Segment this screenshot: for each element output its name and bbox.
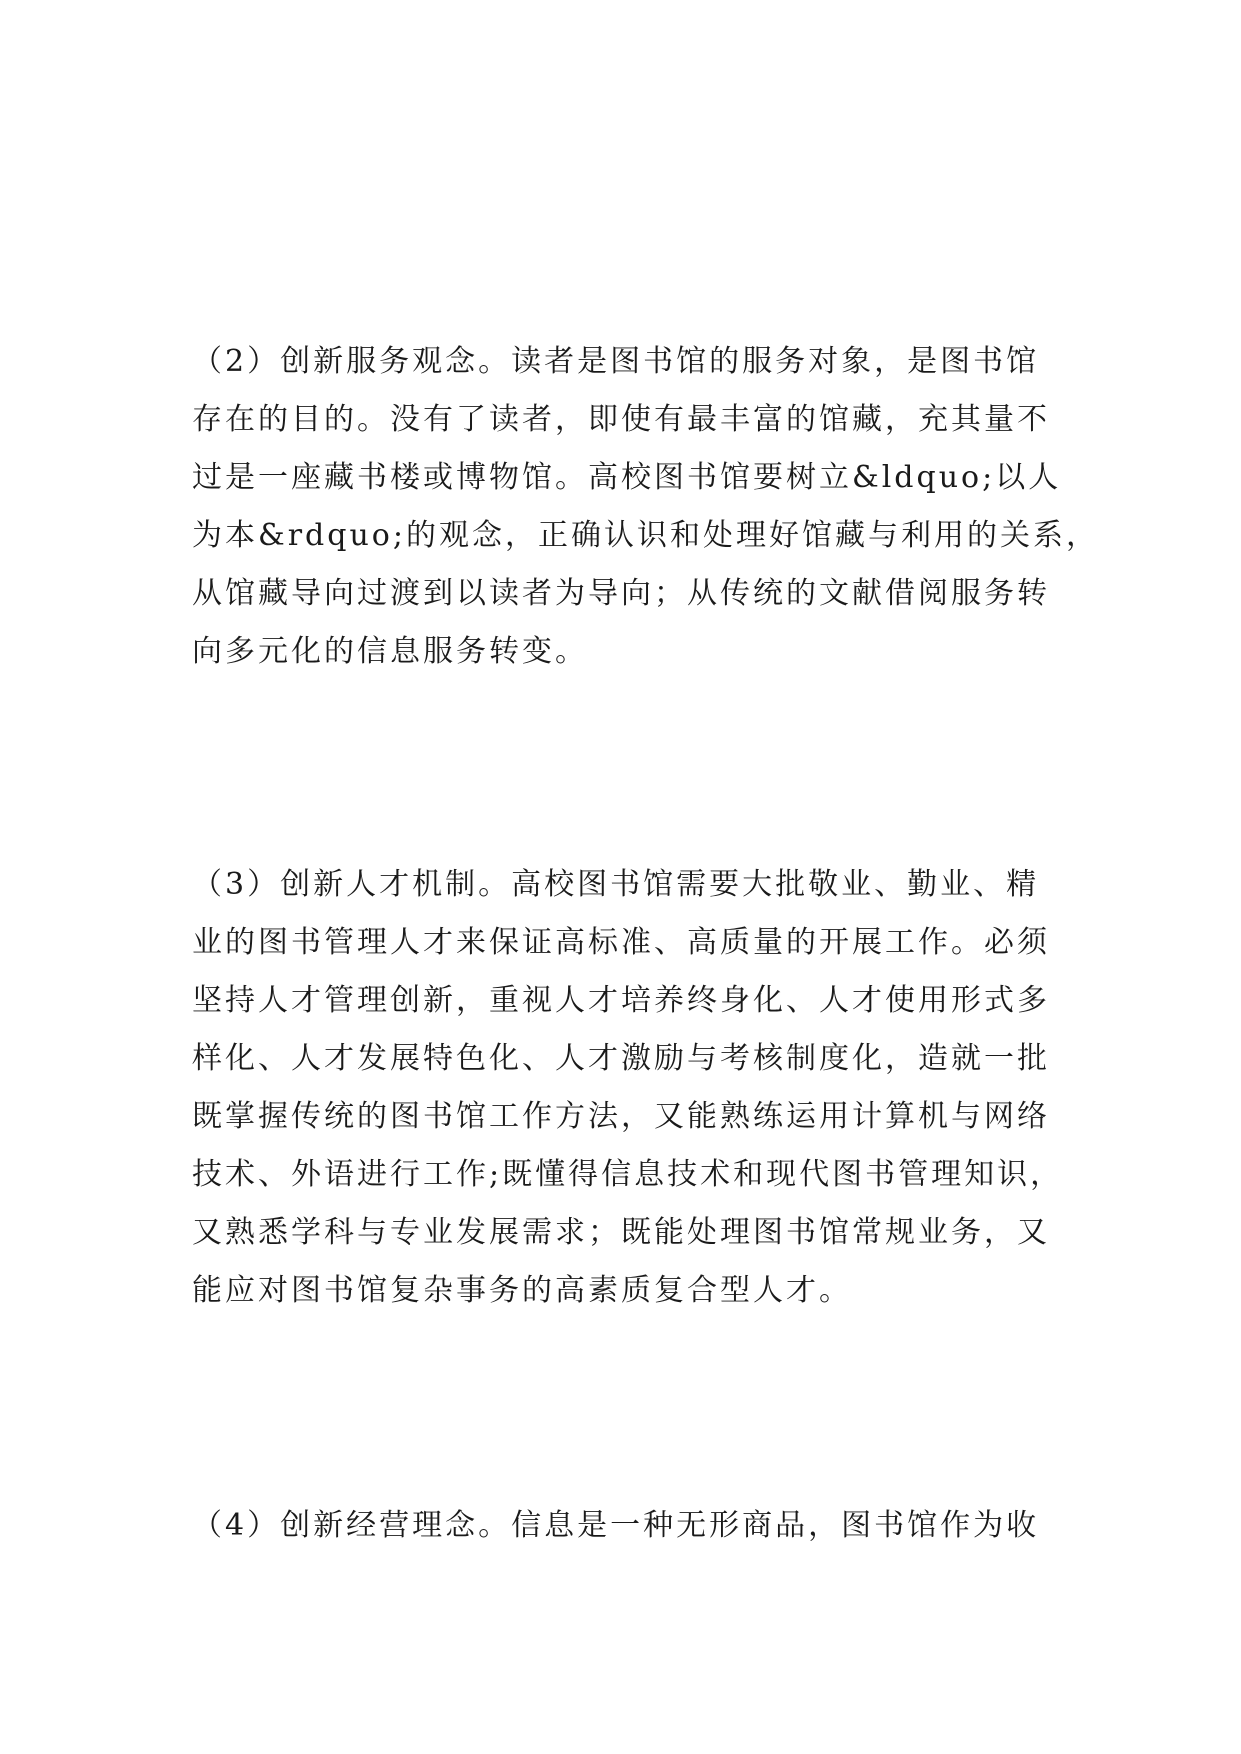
text-line: （4）创新经营理念。信息是一种无形商品，图书馆作为收 (192, 1508, 1040, 1543)
paragraph-service-concept (192, 333, 1099, 681)
paragraph-business-concept (192, 1497, 1062, 1555)
text-line: 样化、人才发展特色化、人才激励与考核制度化，造就一批 (192, 1041, 1050, 1076)
paragraph-talent-mechanism (192, 856, 1062, 1320)
text-line: 坚持人才管理创新，重视人才培养终身化、人才使用形式多 (192, 983, 1050, 1018)
text-line: 存在的目的。没有了读者，即使有最丰富的馆藏，充其量不 (192, 402, 1050, 437)
text-line: 能应对图书馆复杂事务的高素质复合型人才。 (192, 1273, 852, 1308)
text-line: （3）创新人才机制。高校图书馆需要大批敬业、勤业、精 (192, 867, 1040, 902)
text-line: 业的图书管理人才来保证高标准、高质量的开展工作。必须 (192, 925, 1050, 960)
text-line: 过是一座藏书楼或博物馆。高校图书馆要树立&ldquo;以人 (192, 460, 1062, 495)
text-line: 技术、外语进行工作;既懂得信息技术和现代图书管理知识， (192, 1157, 1064, 1192)
text-line: （2）创新服务观念。读者是图书馆的服务对象，是图书馆 (192, 344, 1040, 379)
text-line: 从馆藏导向过渡到以读者为导向；从传统的文献借阅服务转 (192, 576, 1050, 611)
text-line: 向多元化的信息服务转变。 (192, 634, 588, 669)
text-line: 为本&rdquo;的观念，正确认识和处理好馆藏与利用的关系， (192, 518, 1099, 553)
text-line: 又熟悉学科与专业发展需求；既能处理图书馆常规业务，又 (192, 1215, 1050, 1250)
text-line: 既掌握传统的图书馆工作方法，又能熟练运用计算机与网络 (192, 1099, 1050, 1134)
